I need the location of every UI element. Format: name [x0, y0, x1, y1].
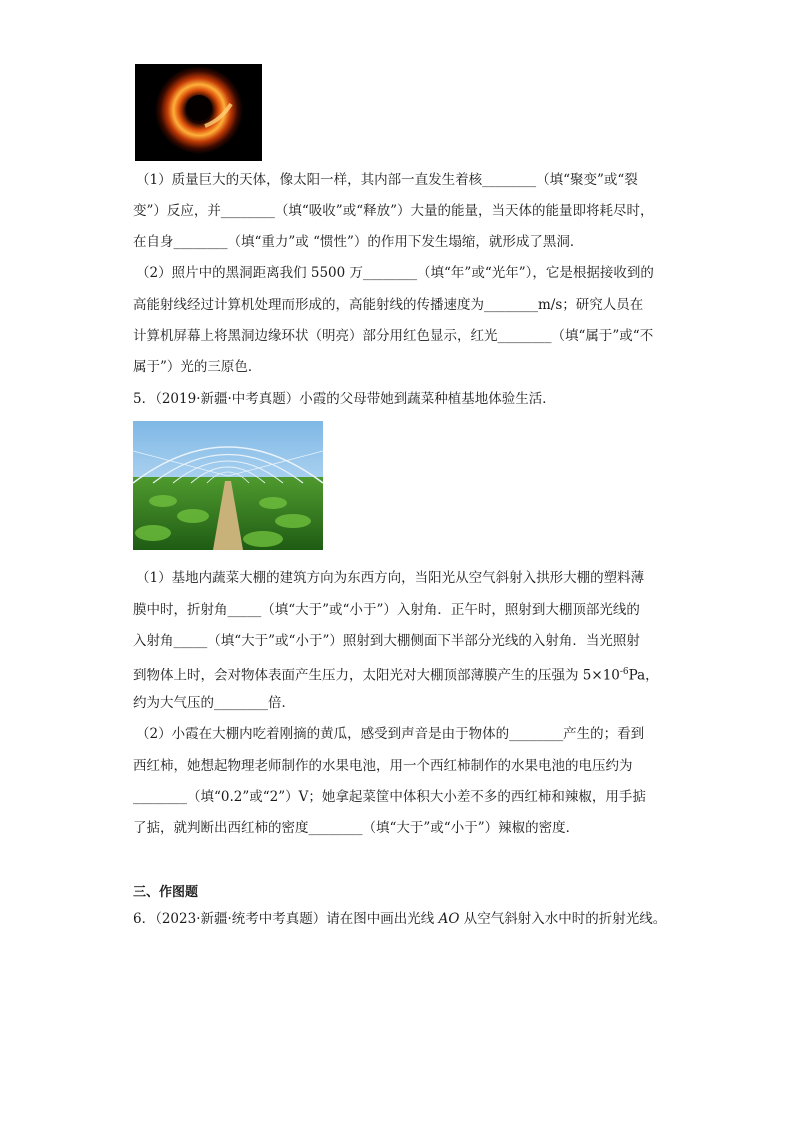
- q4-part1-line3: 在自身________（填“重力”或 “惯性”）的作用下发生塌缩，就形成了黑洞．: [133, 234, 584, 250]
- q5-part2-line1: （2）小霞在大棚内吃着刚摘的黄瓜，感受到声音是由于物体的________产生的；看到: [136, 726, 645, 742]
- q4-part2-line1: （2）照片中的黑洞距离我们 5500 万________（填“年”或“光年”），它是根据接收到的: [136, 265, 654, 281]
- q5-part1-line4: [133, 662, 673, 686]
- q5-part1-line4-text: 到物体上时，会对物体表面产生压力，太阳光对大棚顶部薄膜产生的压强为 5×10: [133, 667, 620, 684]
- pressure-unit: Pa，: [628, 667, 659, 684]
- ray-label-ao: AO: [438, 911, 460, 927]
- black-hole-graphic: [135, 64, 262, 161]
- q4-part1-line1: （1）质量巨大的天体，像太阳一样，其内部一直发生着核________（填“聚变”或“裂: [136, 172, 638, 188]
- pressure-exponent: -6: [619, 667, 629, 677]
- greenhouse-graphic: [133, 421, 323, 550]
- q6-stem: [133, 909, 673, 929]
- q5-part1-line2: 膜中时，折射角_____（填“大于”或“小于”）入射角．正午时，照射到大棚顶部光线的: [133, 602, 640, 618]
- q5-stem: 5．（2019·新疆·中考真题）小霞的父母带她到蔬菜种植基地体验生活．: [133, 391, 556, 407]
- q6-stem-text-b: 从空气斜射入水中时的折射光线。: [459, 911, 667, 927]
- q5-part1-line3: 入射角_____（填“大于”或“小于”）照射到大棚侧面下半部分光线的入射角．当光照射: [133, 633, 640, 649]
- q5-part2-line3: ________（填“0.2”或“2”）V；她拿起菜筐中体积大小差不多的西红柿和辣椒，用手掂: [133, 789, 646, 805]
- q4-part1-line2: 变”）反应，并________（填“吸收”或“释放”）大量的能量，当天体的能量即将耗尽时，: [133, 203, 654, 219]
- q5-part1-line1: （1）基地内蔬菜大棚的建筑方向为东西方向，当阳光从空气斜射入拱形大棚的塑料薄: [136, 570, 645, 586]
- section-heading-drawing: 三、作图题: [133, 885, 199, 900]
- q5-part1-line5: 约为大气压的________倍．: [133, 695, 295, 711]
- greenhouse-image: [133, 421, 323, 550]
- q4-part2-line4: 属于”）光的三原色．: [133, 359, 262, 375]
- q5-part2-line4: 了掂，就判断出西红柿的密度________（填“大于”或“小于”）辣椒的密度．: [133, 820, 580, 836]
- q4-part2-line2: 高能射线经过计算机处理而形成的，高能射线的传播速度为________m/s；研究人员在: [133, 297, 644, 313]
- q5-part2-line2: 西红柿，她想起物理老师制作的水果电池，用一个西红柿制作的水果电池的电压约为: [133, 758, 633, 774]
- q4-part2-line3: 计算机屏幕上将黑洞边缘环状（明亮）部分用红色显示，红光________（填“属于”或“不: [133, 328, 654, 344]
- q6-stem-text-a: 6．（2023·新疆·统考中考真题）请在图中画出光线: [133, 911, 439, 927]
- black-hole-image: [135, 64, 262, 161]
